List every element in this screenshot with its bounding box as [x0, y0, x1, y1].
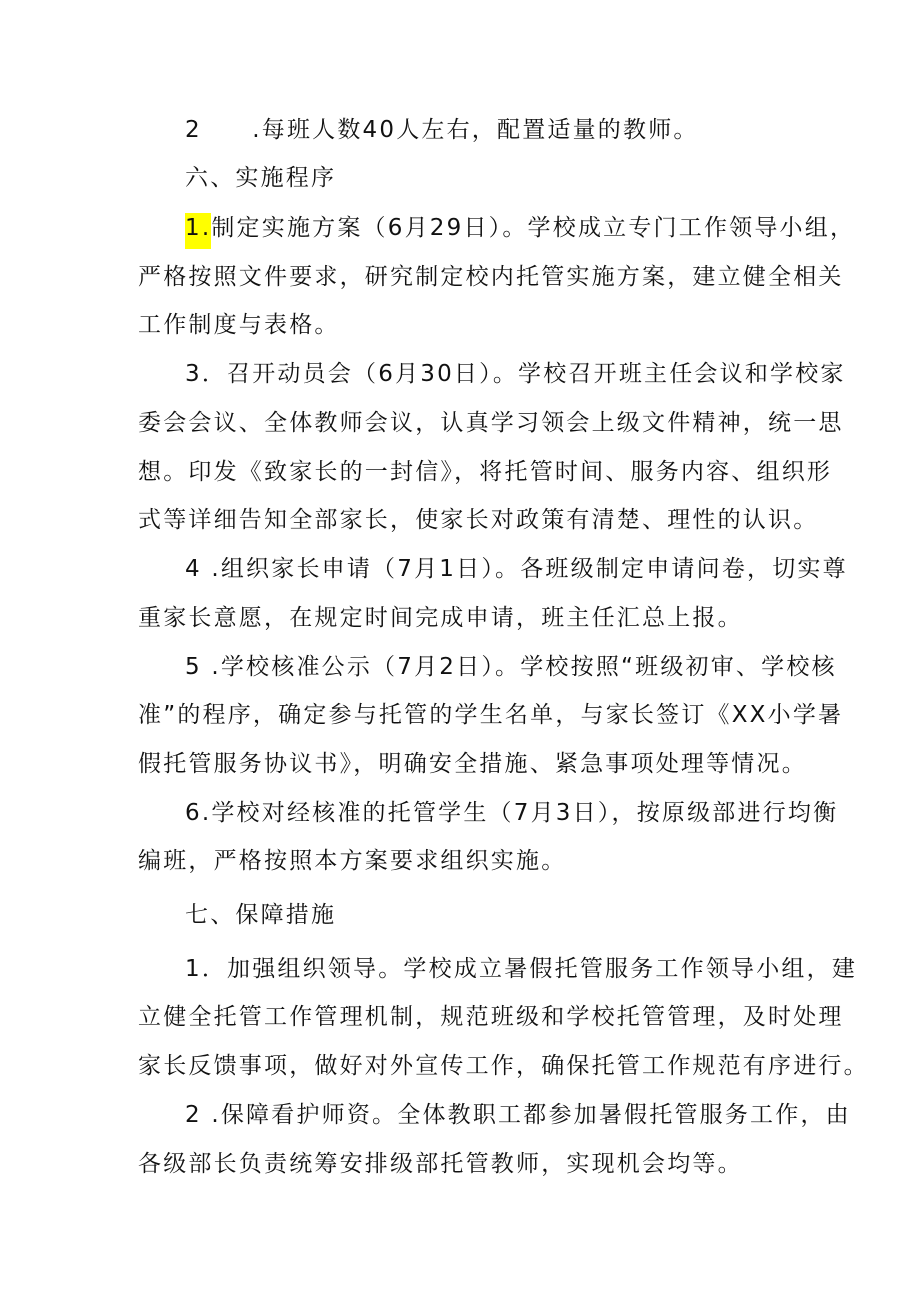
text-line-rest: 制定实施方案（6月29日）。学校成立专门工作领导小组， [211, 215, 856, 241]
text-line: 2 .保障看护师资。全体教职工都参加暑假托管服务工作，由 [185, 1102, 851, 1128]
text-line: 想。印发《致家长的一封信》，将托管时间、服务内容、组织形 [138, 459, 833, 485]
text-line: 委会会议、全体教师会议，认真学习领会上级文件精神，统一思 [138, 410, 844, 436]
text-line: 1．加强组织领导。学校成立暑假托管服务工作领导小组，建 [185, 956, 858, 982]
text-line: 3．召开动员会（6月30日）。学校召开班主任会议和学校家 [185, 361, 846, 387]
text-line: 准”的程序，确定参与托管的学生名单，与家长签订《XX小学暑 [138, 702, 844, 728]
highlighted-number: 1. [185, 213, 211, 249]
text-line: 各级部长负责统筹安排级部托管教师，实现机会均等。 [138, 1151, 743, 1177]
section-heading: 六、实施程序 [185, 165, 337, 191]
text-line [185, 208, 855, 248]
text-line: 工作制度与表格。 [138, 312, 340, 338]
text-line: 假托管服务协议书》，明确安全措施、紧急事项处理等情况。 [138, 751, 807, 777]
text-line: 6.学校对经核准的托管学生（7月3日），按原级部进行均衡 [185, 800, 839, 826]
text-line: 5 .学校核准公示（7月2日）。学校按照“班级初审、学校核 [185, 654, 837, 680]
text-line: 2 .每班人数40人左右，配置适量的教师。 [185, 117, 699, 143]
section-heading: 七、保障措施 [185, 902, 337, 928]
text-line: 严格按照文件要求，研究制定校内托管实施方案，建立健全相关 [138, 264, 844, 290]
text-line: 式等详细告知全部家长，使家长对政策有清楚、理性的认识。 [138, 507, 819, 533]
text-line: 家长反馈事项，做好对外宣传工作，确保托管工作规范有序进行。 [138, 1053, 869, 1079]
text-line: 编班，严格按照本方案要求组织实施。 [138, 848, 567, 874]
text-line: 4 .组织家长申请（7月1日）。各班级制定申请问卷，切实尊 [185, 556, 848, 582]
text-line: 立健全托管工作管理机制，规范班级和学校托管管理，及时处理 [138, 1004, 844, 1030]
text-line: 重家长意愿，在规定时间完成申请，班主任汇总上报。 [138, 605, 743, 631]
